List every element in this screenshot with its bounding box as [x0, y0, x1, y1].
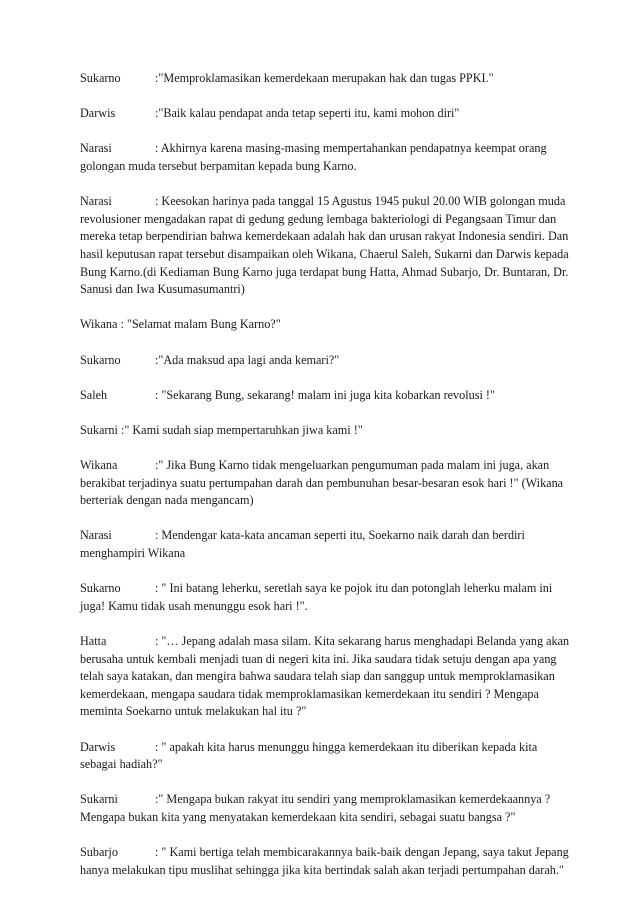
- speaker-name: Darwis: [80, 106, 116, 121]
- dialogue-line: [80, 193, 570, 299]
- speaker-name: Darwis: [80, 739, 116, 754]
- dialogue-text: : "Selamat malam Bung Karno?": [117, 317, 281, 332]
- speaker-name: Sukarno: [80, 581, 121, 596]
- dialogue-line: [80, 70, 570, 88]
- dialogue-text: : "… Jepang adalah masa silam. Kita sekarang harus menghadapi Belanda yang akan berusaha untuk kembali menjadi tuan di negeri kita ini. Jika saudara tidak setuju dengan apa yang telah saya katakan, dan mengira bahwa saudara telah siap dan sanggup untuk memproklamasikan kemerdekaan, mengapa saudara tidak memproklamasikan kemerdekaan itu sendiri ? Mengapa meminta Soekarno untuk melakukan hal itu ?": [80, 634, 570, 719]
- dialogue-line: [80, 791, 570, 826]
- dialogue-line: [80, 422, 570, 440]
- dialogue-line: [80, 387, 570, 405]
- speaker-name: Wikana: [80, 458, 118, 473]
- dialogue-line: [80, 844, 570, 879]
- dialogue-line: [80, 316, 570, 334]
- dialogue-text: : Keesokan harinya pada tanggal 15 Agustus 1945 pukul 20.00 WIB golongan muda revolusioner mengadakan rapat di gedung gedung lembaga bakteriologi di Pegangsaan Timur dan mereka tetap berpendirian bahwa kemerdekaan adalah hak dan urusan rakyat Indonesia sendiri. Dan hasil keputusan rapat tersebut disampaikan oleh Wikana, Chaerul Saleh, Sukarni dan Darwis kepada Bung Karno.(di Kediaman Bung Karno juga terdapat bung Hatta, Ahmad Subarjo, Dr. Buntaran, Dr. Sanusi dan Iwa Kusumasumantri): [80, 194, 569, 297]
- dialogue-line: [80, 580, 570, 615]
- speaker-name: Narasi: [80, 141, 112, 156]
- dialogue-line: [80, 739, 570, 774]
- dialogue-line: [80, 105, 570, 123]
- document-page: [80, 70, 570, 897]
- dialogue-text: : Mendengar kata-kata ancaman seperti itu, Soekarno naik darah dan berdiri menghampiri Wikana: [80, 528, 525, 561]
- dialogue-line: [80, 633, 570, 721]
- speaker-name: Sukarni: [80, 792, 118, 807]
- dialogue-line: [80, 527, 570, 562]
- speaker-name: Saleh: [80, 387, 108, 402]
- dialogue-line: [80, 140, 570, 175]
- dialogue-text: :" Jika Bung Karno tidak mengeluarkan pengumuman pada malam ini juga, akan berakibat terjadinya suatu pertumpahan darah dan pembunuhan besar-besaran esok hari !" (Wikana berteriak dengan nada mengancam): [80, 458, 564, 508]
- dialogue-text: :"Ada maksud apa lagi anda kemari?": [155, 352, 340, 367]
- speaker-name: Sukarni: [80, 422, 118, 437]
- dialogue-text: :"Baik kalau pendapat anda tetap seperti itu, kami mohon diri": [155, 106, 460, 121]
- dialogue-text: :" Mengapa bukan rakyat itu sendiri yang memproklamasikan kemerdekaannya ? Mengapa bukan kita yang menyatakan kemerdekaan kita sendiri, sebagai suatu bangsa ?": [80, 792, 551, 824]
- speaker-name: Hatta: [80, 634, 107, 648]
- dialogue-text: : Akhirnya karena masing-masing mempertahankan pendapatnya keempat orang golongan muda tersebut berpamitan kepada bung Karno.: [80, 141, 547, 173]
- speaker-name: Wikana: [80, 317, 118, 332]
- speaker-name: Subarjo: [80, 845, 118, 860]
- dialogue-line: [80, 352, 570, 370]
- dialogue-line: [80, 457, 570, 510]
- speaker-name: Sukarno: [80, 71, 121, 85]
- dialogue-text: : " Kami bertiga telah membicarakannya baik-baik dengan Jepang, saya takut Jepang hanya melakukan tipu muslihat sehingga jika kita bertindak salah akan terjadi pertumpahan darah.": [80, 845, 569, 877]
- dialogue-text: : "Sekarang Bung, sekarang! malam ini juga kita kobarkan revolusi !": [155, 387, 495, 402]
- dialogue-text: :" Kami sudah siap mempertaruhkan jiwa kami !": [117, 422, 363, 437]
- dialogue-text: : " apakah kita harus menunggu hingga kemerdekaan itu diberikan kepada kita sebagai hadiah?": [80, 739, 538, 772]
- speaker-name: Narasi: [80, 528, 112, 543]
- speaker-name: Narasi: [80, 194, 112, 209]
- dialogue-text: :"Memproklamasikan kemerdekaan merupakan hak dan tugas PPKI.": [155, 71, 494, 85]
- dialogue-text: : " Ini batang leherku, seretlah saya ke pojok itu dan potonglah leherku malam ini juga! Kamu tidak usah menunggu esok hari !".: [80, 581, 553, 613]
- speaker-name: Sukarno: [80, 352, 121, 367]
